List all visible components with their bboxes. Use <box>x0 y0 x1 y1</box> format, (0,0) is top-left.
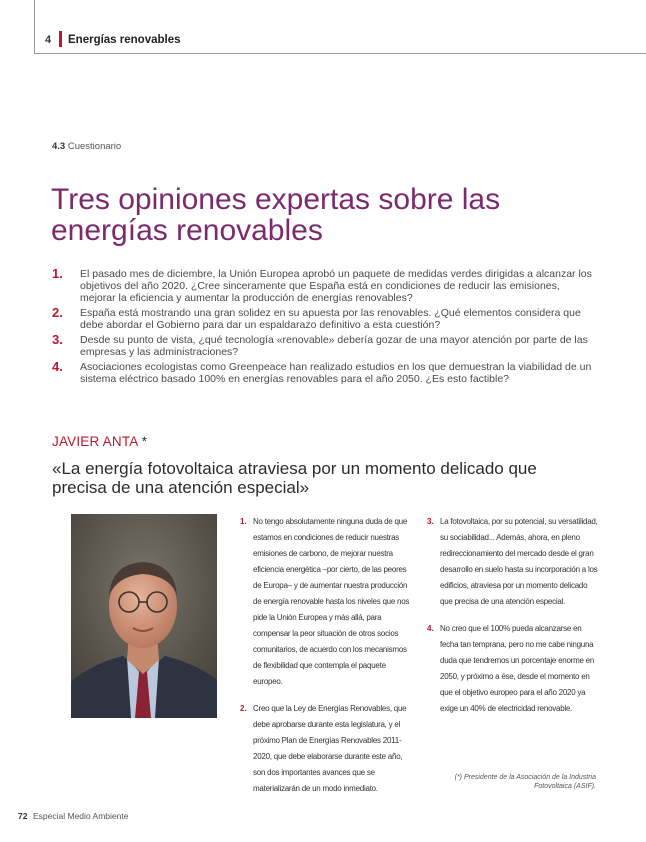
answer-item <box>240 514 410 690</box>
header-horizontal-rule <box>34 53 646 54</box>
author-portrait-photo <box>71 514 217 718</box>
question-number: 4. <box>52 359 63 374</box>
header-vertical-rule <box>34 0 35 53</box>
pull-quote: «La energía fotovoltaica atraviesa por un momento delicado que precisa de una atención especial» <box>52 459 537 497</box>
answer-text: No creo que el 100% pueda alcanzarse en fecha tan temprana, pero no me cabe ninguna duda que tendremos un porcentaje enorme en 2050, y próximo a ése, desde el momento en que el objetivo europeo para el año 2020 ya exige un 40% de electricidad renovable. <box>440 624 595 713</box>
question-item <box>52 268 592 304</box>
footer-publication: Especial Medio Ambiente <box>33 811 129 821</box>
page-title: Tres opiniones expertas sobre las energías renovables <box>51 183 501 247</box>
question-list <box>52 268 592 388</box>
author-heading <box>52 434 147 449</box>
question-text: El pasado mes de diciembre, la Unión Europea aprobó un paquete de medidas verdes dirigidas a alcanzar los objetivos del año 2020. ¿Cree sinceramente que España está en condiciones de reducir las emisiones, mejorar la eficiencia y aumentar la producción de energías renovables? <box>80 268 592 304</box>
question-text: Desde su punto de vista, ¿qué tecnología «renovable» debería gozar de una mayor atención por parte de las empresas y las administraciones? <box>80 334 588 358</box>
footer-page-number: 72 <box>18 811 28 821</box>
answer-text: No tengo absolutamente ninguna duda de que estamos en condiciones de reducir nuestras emisiones de carbono, de mejorar nuestra eficiencia energética –por cierto, de las peores de Europa– y de aumentar nuestra producción de energía renovable hasta los niveles que nos pide la Unión Europea y más allá, para compensar la peor situación de otros socios comunitarios, de acuerdo con los mecanismos de flexibilidad que contempla el paquete europeo. <box>253 517 410 686</box>
answer-number: 3. <box>427 517 434 526</box>
section-number: 4.3 <box>52 141 66 152</box>
question-number: 1. <box>52 266 63 281</box>
question-number: 2. <box>52 305 63 320</box>
question-item <box>52 361 592 385</box>
question-number: 3. <box>52 332 63 347</box>
question-item <box>52 334 592 358</box>
chapter-title: Energías renovables <box>68 34 181 46</box>
section-name: Cuestionario <box>67 141 122 152</box>
answers-column-right <box>427 514 599 728</box>
answer-number: 2. <box>240 704 247 713</box>
chapter-number: 4 <box>45 34 52 46</box>
chapter-accent-bar <box>59 31 62 47</box>
author-footnote: (*) Presidente de la Asociación de la Industria Fotovoltaica (ASIF). <box>454 774 596 790</box>
answer-item <box>427 514 599 610</box>
author-footnote-marker: * <box>141 434 148 449</box>
answers-column-left <box>240 514 410 808</box>
question-item <box>52 307 592 331</box>
answer-number: 4. <box>427 624 434 633</box>
answer-item <box>427 621 599 717</box>
question-text: España está mostrando una gran solidez en su apuesta por las renovables. ¿Qué elementos considera que debe abordar el Gobierno para dar un espaldarazo definitivo a esta cuestión? <box>80 307 581 331</box>
answer-number: 1. <box>240 517 247 526</box>
answer-text: Creo que la Ley de Energías Renovables, que debe aprobarse durante esta legislatura, y el próximo Plan de Energías Renovables 2011-2020, que debe elaborarse durante este año, son dos importantes avances que se materializarán de un modo inmediato. <box>253 704 407 793</box>
answer-text: La fotovoltaica, por su potencial, su versatilidad, su sociabilidad... Además, ahora, en pleno redireccionamiento del mercado desde el gran desarrollo en suelo hasta su incorporación a los edificios, atraviesa por un momento delicado que precisa de una atención especial. <box>440 517 598 606</box>
section-label <box>52 141 121 152</box>
author-name: JAVIER ANTA <box>52 434 138 449</box>
answer-item <box>240 701 410 797</box>
question-text: Asociaciones ecologistas como Greenpeace han realizado estudios en los que demuestran la viabilidad de un sistema eléctrico basado 100% en energías renovables para el año 2050. ¿Es esto factible? <box>80 361 592 385</box>
